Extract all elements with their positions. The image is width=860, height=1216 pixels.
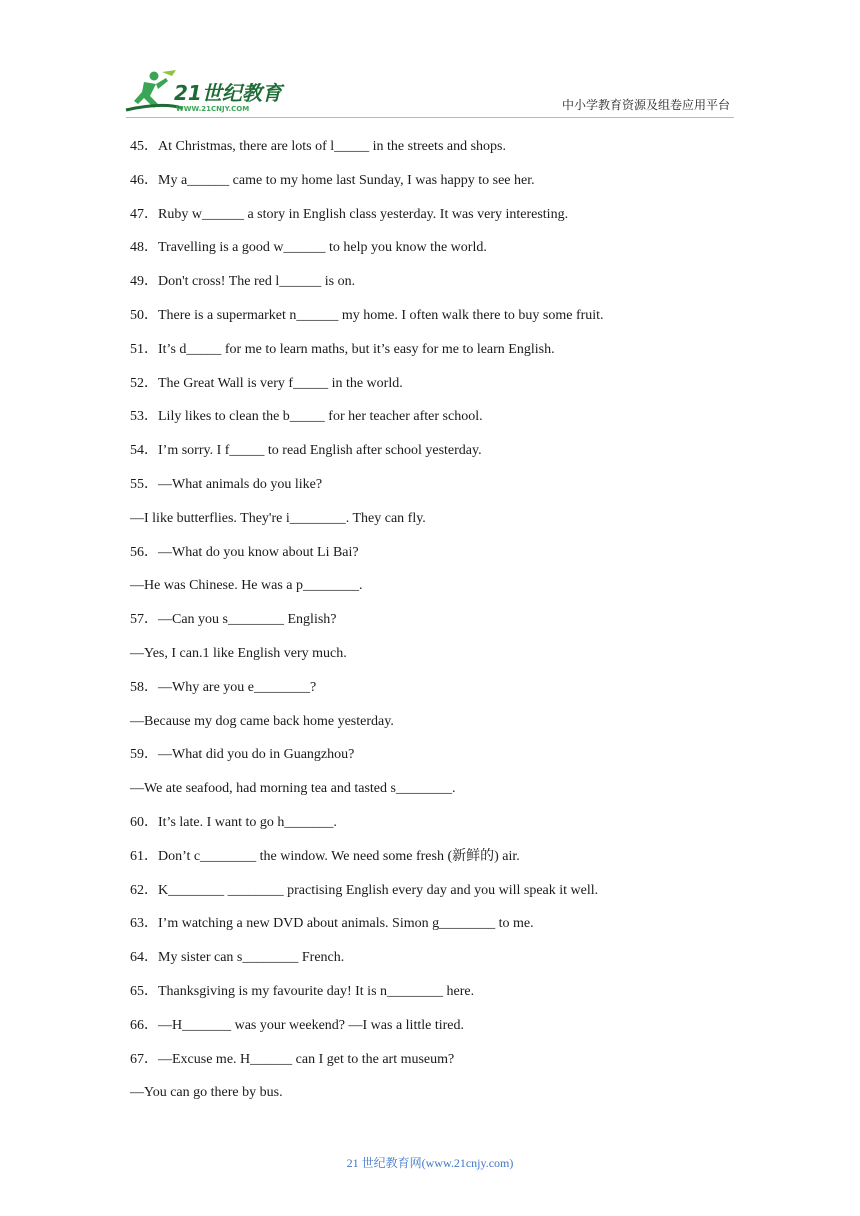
exercise-line: —You can go there by bus. bbox=[130, 1085, 283, 1101]
exercise-line: 58．—Why are you e________? bbox=[130, 679, 317, 695]
exercise-line: 57．—Can you s________ English? bbox=[130, 612, 337, 628]
exercise-line: 64．My sister can s________ French. bbox=[130, 950, 345, 966]
exercise-line: 65．Thanksgiving is my favourite day! It is n________ here. bbox=[130, 983, 475, 999]
exercise-line: —He was Chinese. He was a p________. bbox=[130, 578, 363, 594]
header-divider bbox=[126, 117, 734, 118]
exercise-line: 59．—What did you do in Guangzhou? bbox=[130, 747, 355, 763]
exercise-line: 67．—Excuse me. H______ can I get to the art museum? bbox=[130, 1051, 455, 1067]
exercise-line: 53．Lily likes to clean the b_____ for her teacher after school. bbox=[130, 409, 483, 425]
exercise-line: 56．—What do you know about Li Bai? bbox=[130, 544, 359, 560]
exercise-line: 55．—What animals do you like? bbox=[130, 476, 323, 492]
exercise-line: 50．There is a supermarket n______ my home. I often walk there to buy some fruit. bbox=[130, 307, 604, 323]
exercise-line: 62．K________ ________ practising English every day and you will speak it well. bbox=[130, 882, 599, 898]
page-header bbox=[0, 0, 860, 120]
logo-text: 21世纪教育 bbox=[174, 81, 282, 105]
exercise-line: 54．I’m sorry. I f_____ to read English after school yesterday. bbox=[130, 443, 482, 459]
exercise-line: —Yes, I can.1 like English very much. bbox=[130, 645, 347, 661]
exercise-line: 51．It’s d_____ for me to learn maths, but it’s easy for me to learn English. bbox=[130, 341, 555, 357]
platform-title: 中小学教育资源及组卷应用平台 bbox=[561, 98, 730, 112]
exercise-line: 63．I’m watching a new DVD about animals. Simon g________ to me. bbox=[130, 916, 534, 932]
exercise-line: 61．Don’t c________ the window. We need some fresh (新鲜的) air. bbox=[130, 848, 520, 864]
exercise-line: 52．The Great Wall is very f_____ in the world. bbox=[130, 375, 403, 391]
exercise-line: —I like butterflies. They're i________. They can fly. bbox=[130, 510, 426, 526]
logo bbox=[122, 68, 292, 114]
exercise-line: 60．It’s late. I want to go h_______. bbox=[130, 814, 337, 830]
exercise-list bbox=[130, 137, 750, 1117]
exercise-line: 48．Travelling is a good w______ to help you know the world. bbox=[130, 240, 487, 256]
exercise-line: 45．At Christmas, there are lots of l_____ in the streets and shops. bbox=[130, 139, 506, 154]
exercise-line: —Because my dog came back home yesterday. bbox=[130, 713, 394, 729]
exercise-line: 66．—H_______ was your weekend? —I was a little tired. bbox=[130, 1017, 464, 1033]
exercise-line: 47．Ruby w______ a story in English class yesterday. It was very interesting. bbox=[130, 206, 569, 222]
page-footer: 21 世纪教育网(www.21cnjy.com) bbox=[346, 1156, 514, 1170]
logo-url: WWW.21CNJY.COM bbox=[176, 105, 250, 113]
exercise-line: 46．My a______ came to my home last Sunday, I was happy to see her. bbox=[130, 172, 535, 188]
exercise-line: 49．Don't cross! The red l______ is on. bbox=[130, 274, 356, 290]
exercise-line: —We ate seafood, had morning tea and tasted s________. bbox=[130, 781, 456, 797]
